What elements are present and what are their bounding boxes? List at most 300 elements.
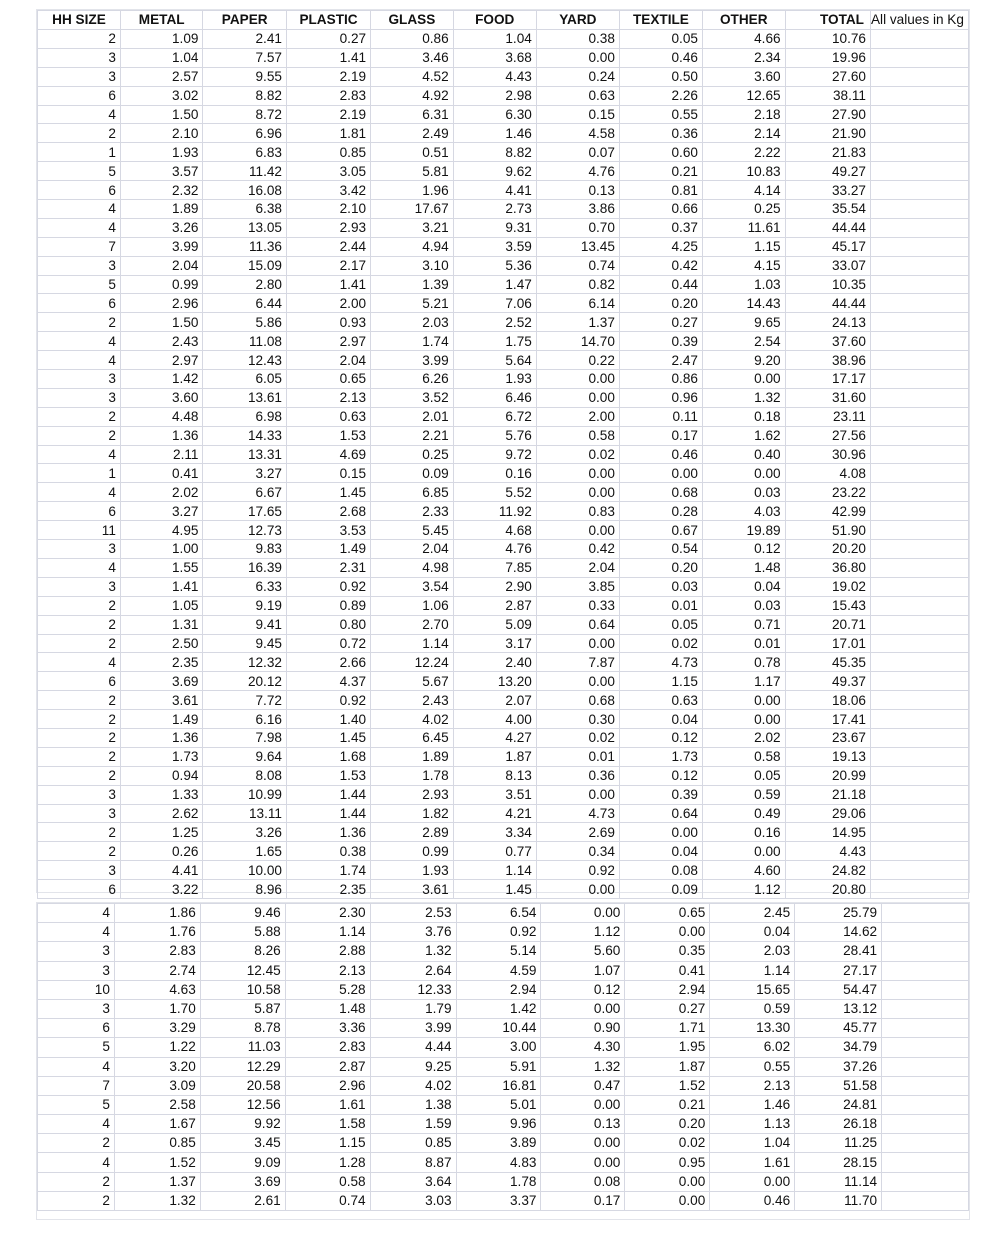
table-cell: 1.00	[120, 540, 203, 559]
table-cell: 0.78	[702, 653, 785, 672]
table-cell: 45.77	[795, 1019, 882, 1038]
table-row	[38, 162, 969, 181]
table-cell: 2.13	[710, 1076, 795, 1095]
table-cell: 0.08	[619, 861, 702, 880]
table-cell: 9.83	[203, 540, 287, 559]
empty-cell	[870, 275, 968, 294]
table-cell: 23.11	[785, 407, 870, 426]
table-cell: 27.17	[795, 961, 882, 980]
table-cell: 26.18	[795, 1115, 882, 1134]
table-cell: 2.19	[286, 67, 370, 86]
table-cell: 3	[38, 388, 121, 407]
empty-cell	[870, 445, 968, 464]
table-row	[38, 67, 969, 86]
table-cell: 1.14	[285, 923, 370, 942]
table-cell: 6.30	[453, 105, 536, 124]
table-cell: 9.31	[453, 218, 536, 237]
table-cell: 3.00	[456, 1038, 541, 1057]
table-cell: 0.92	[536, 861, 619, 880]
table-cell: 3.10	[371, 256, 454, 275]
table-row	[38, 332, 969, 351]
table-cell: 0.00	[541, 1134, 625, 1153]
table-cell: 1.93	[120, 143, 203, 162]
table-cell: 0.86	[371, 30, 454, 49]
table-cell: 13.31	[203, 445, 287, 464]
empty-cell	[870, 728, 968, 747]
table-cell: 5.60	[541, 942, 625, 961]
table-cell: 8.13	[453, 766, 536, 785]
table-cell: 3.46	[371, 48, 454, 67]
table-cell: 51.58	[795, 1076, 882, 1095]
table-cell: 0.05	[619, 30, 702, 49]
table-cell: 1.55	[120, 558, 203, 577]
table-cell: 6	[38, 880, 121, 899]
empty-cell	[870, 294, 968, 313]
table-cell: 2.19	[286, 105, 370, 124]
table-cell: 2.35	[286, 880, 370, 899]
table-cell: 0.03	[619, 577, 702, 596]
table-row	[38, 880, 969, 899]
empty-cell	[870, 143, 968, 162]
table-cell: 4.58	[536, 124, 619, 143]
table-cell: 0.40	[702, 445, 785, 464]
table-cell: 4.98	[371, 558, 454, 577]
table-cell: 6	[38, 502, 121, 521]
table-cell: 3.51	[453, 785, 536, 804]
table-cell: 1.13	[710, 1115, 795, 1134]
table-cell: 7.98	[203, 728, 287, 747]
table-row	[38, 842, 969, 861]
table-cell: 3.53	[286, 521, 370, 540]
table-cell: 0.54	[619, 540, 702, 559]
table-cell: 3.34	[453, 823, 536, 842]
table-cell: 1.15	[702, 237, 785, 256]
table-cell: 3.02	[120, 86, 203, 105]
table-cell: 24.82	[785, 861, 870, 880]
header-row	[38, 11, 969, 30]
table-cell: 2.11	[120, 445, 203, 464]
table-cell: 0.00	[536, 464, 619, 483]
table-cell: 4.14	[702, 181, 785, 200]
table-cell: 45.17	[785, 237, 870, 256]
table-cell: 2.52	[453, 313, 536, 332]
table-cell: 14.62	[795, 923, 882, 942]
table-cell: 11.36	[203, 237, 287, 256]
table-cell: 4	[38, 351, 121, 370]
table-cell: 4.66	[702, 30, 785, 49]
table-cell: 2	[38, 426, 121, 445]
table-cell: 2.69	[536, 823, 619, 842]
table-cell: 2.83	[285, 1038, 370, 1057]
table-cell: 1.68	[286, 747, 370, 766]
table-cell: 0.16	[702, 823, 785, 842]
table-cell: 1.81	[286, 124, 370, 143]
table-cell: 6.54	[456, 904, 541, 923]
table-cell: 28.15	[795, 1153, 882, 1172]
empty-cell	[870, 540, 968, 559]
table-cell: 0.00	[536, 521, 619, 540]
table-cell: 24.13	[785, 313, 870, 332]
table-cell: 7	[38, 237, 121, 256]
table-cell: 2	[38, 842, 121, 861]
table-cell: 12.73	[203, 521, 287, 540]
table-cell: 5.91	[456, 1057, 541, 1076]
table-cell: 1.31	[120, 615, 203, 634]
empty-cell	[870, 483, 968, 502]
table-cell: 0.00	[536, 388, 619, 407]
table-cell: 12.56	[200, 1095, 285, 1114]
table-cell: 44.44	[785, 294, 870, 313]
table-cell: 1.22	[114, 1038, 200, 1057]
table-cell: 13.20	[453, 672, 536, 691]
table-cell: 2.34	[702, 48, 785, 67]
table-cell: 1.95	[625, 1038, 710, 1057]
table-cell: 3.60	[120, 388, 203, 407]
table-cell: 2.07	[453, 691, 536, 710]
table-cell: 34.79	[795, 1038, 882, 1057]
table-cell: 1.25	[120, 823, 203, 842]
table-cell: 1.05	[120, 596, 203, 615]
table-row	[38, 86, 969, 105]
table-cell: 1.93	[453, 370, 536, 389]
empty-cell	[882, 1076, 969, 1095]
table-cell: 2.03	[371, 313, 454, 332]
table-cell: 2	[38, 747, 121, 766]
table-row	[38, 313, 969, 332]
table-cell: 4.83	[456, 1153, 541, 1172]
table-cell: 0.02	[536, 445, 619, 464]
table-cell: 0.41	[625, 961, 710, 980]
table-cell: 0.00	[625, 1191, 710, 1210]
table-cell: 16.81	[456, 1076, 541, 1095]
table-cell: 3.52	[371, 388, 454, 407]
table-cell: 0.27	[625, 999, 710, 1018]
table-cell: 3	[38, 256, 121, 275]
table-cell: 4.52	[371, 67, 454, 86]
table-cell: 1.45	[453, 880, 536, 899]
table-cell: 0.42	[536, 540, 619, 559]
table-cell: 3.54	[371, 577, 454, 596]
table-cell: 20.99	[785, 766, 870, 785]
table-cell: 1	[38, 464, 121, 483]
table-cell: 3.61	[371, 880, 454, 899]
empty-cell	[882, 1134, 969, 1153]
table-cell: 2.97	[120, 351, 203, 370]
table-cell: 0.63	[536, 86, 619, 105]
table-cell: 6.26	[371, 370, 454, 389]
table-cell: 0.58	[702, 747, 785, 766]
table-cell: 2.33	[371, 502, 454, 521]
table-cell: 1.59	[370, 1115, 456, 1134]
table-cell: 5.09	[453, 615, 536, 634]
table-cell: 2.02	[120, 483, 203, 502]
table-cell: 0.64	[619, 804, 702, 823]
table-cell: 5	[38, 1095, 115, 1114]
empty-cell	[870, 785, 968, 804]
empty-cell	[870, 653, 968, 672]
table-cell: 14.70	[536, 332, 619, 351]
table-cell: 14.43	[702, 294, 785, 313]
empty-cell	[870, 577, 968, 596]
table-row	[38, 596, 969, 615]
table-cell: 0.08	[541, 1172, 625, 1191]
table-row	[38, 823, 969, 842]
empty-cell	[882, 1095, 969, 1114]
table-cell: 0.00	[702, 370, 785, 389]
table-cell: 0.21	[625, 1095, 710, 1114]
table-cell: 19.02	[785, 577, 870, 596]
table-cell: 1.96	[371, 181, 454, 200]
table-cell: 0.00	[536, 785, 619, 804]
table-cell: 0.80	[286, 615, 370, 634]
table-cell: 3.59	[453, 237, 536, 256]
table-cell: 3	[38, 785, 121, 804]
table-row	[38, 275, 969, 294]
table-cell: 27.90	[785, 105, 870, 124]
table-cell: 5.81	[371, 162, 454, 181]
table-cell: 1.74	[371, 332, 454, 351]
table-cell: 17.01	[785, 634, 870, 653]
table-cell: 1.06	[371, 596, 454, 615]
table-cell: 0.05	[619, 615, 702, 634]
table-row	[38, 1191, 969, 1210]
table-row	[38, 691, 969, 710]
table-cell: 0.37	[619, 218, 702, 237]
table-cell: 21.83	[785, 143, 870, 162]
table-cell: 0.63	[619, 691, 702, 710]
table-cell: 1.40	[286, 710, 370, 729]
table-cell: 4	[38, 332, 121, 351]
table-cell: 2.83	[114, 942, 200, 961]
table-cell: 3.45	[200, 1134, 285, 1153]
table-cell: 2.73	[453, 200, 536, 219]
table-cell: 2.04	[536, 558, 619, 577]
table-cell: 8.26	[200, 942, 285, 961]
table-row	[38, 653, 969, 672]
table-cell: 4.95	[120, 521, 203, 540]
table-cell: 0.15	[286, 464, 370, 483]
table-cell: 16.39	[203, 558, 287, 577]
table-cell: 2.32	[120, 181, 203, 200]
table-cell: 2.43	[120, 332, 203, 351]
empty-cell	[870, 407, 968, 426]
header-total: TOTAL	[785, 11, 870, 30]
table-cell: 1.36	[120, 426, 203, 445]
table-cell: 5.87	[200, 999, 285, 1018]
table-cell: 51.90	[785, 521, 870, 540]
table-cell: 35.54	[785, 200, 870, 219]
table-cell: 0.36	[619, 124, 702, 143]
table-cell: 1.42	[456, 999, 541, 1018]
table-cell: 2	[38, 728, 121, 747]
table-cell: 2.62	[120, 804, 203, 823]
table-row	[38, 1076, 969, 1095]
empty-cell	[870, 464, 968, 483]
table-cell: 6.33	[203, 577, 287, 596]
table-cell: 4	[38, 445, 121, 464]
table-cell: 4.27	[453, 728, 536, 747]
table-cell: 4.68	[453, 521, 536, 540]
table-cell: 0.16	[453, 464, 536, 483]
table-cell: 4.76	[453, 540, 536, 559]
table-cell: 0.00	[541, 904, 625, 923]
table-cell: 2	[38, 30, 121, 49]
table-row	[38, 728, 969, 747]
table-cell: 0.34	[536, 842, 619, 861]
table-cell: 0.12	[619, 728, 702, 747]
table-cell: 6.38	[203, 200, 287, 219]
table-cell: 7.06	[453, 294, 536, 313]
table-cell: 3.89	[456, 1134, 541, 1153]
table-cell: 2.10	[120, 124, 203, 143]
table-cell: 4.43	[453, 67, 536, 86]
table-cell: 2.66	[286, 653, 370, 672]
table-cell: 4.59	[456, 961, 541, 980]
table-cell: 9.55	[203, 67, 287, 86]
empty-cell	[870, 747, 968, 766]
table-cell: 20.12	[203, 672, 287, 691]
empty-cell	[882, 1038, 969, 1057]
table-cell: 0.01	[619, 596, 702, 615]
table-cell: 20.80	[785, 880, 870, 899]
table-cell: 2.26	[619, 86, 702, 105]
table-cell: 0.74	[285, 1191, 370, 1210]
table-cell: 0.00	[702, 842, 785, 861]
table-row	[38, 558, 969, 577]
table-cell: 0.05	[702, 766, 785, 785]
table-cell: 4	[38, 653, 121, 672]
table-cell: 1.44	[286, 804, 370, 823]
table-cell: 0.11	[619, 407, 702, 426]
table-cell: 3.85	[536, 577, 619, 596]
table-cell: 21.90	[785, 124, 870, 143]
table-cell: 11.25	[795, 1134, 882, 1153]
table-row	[38, 861, 969, 880]
table-cell: 0.00	[536, 672, 619, 691]
table-cell: 0.68	[536, 691, 619, 710]
table-row	[38, 980, 969, 999]
table-row	[38, 999, 969, 1018]
empty-cell	[870, 67, 968, 86]
table-cell: 0.38	[286, 842, 370, 861]
table-cell: 3	[38, 961, 115, 980]
table-cell: 0.39	[619, 785, 702, 804]
table-cell: 5.88	[200, 923, 285, 942]
table-cell: 0.64	[536, 615, 619, 634]
table-row	[38, 904, 969, 923]
table-row	[38, 1134, 969, 1153]
table-cell: 4	[38, 105, 121, 124]
table-cell: 24.81	[795, 1095, 882, 1114]
table-cell: 4.41	[120, 861, 203, 880]
table-cell: 1.61	[285, 1095, 370, 1114]
table-cell: 0.04	[619, 710, 702, 729]
table-row	[38, 143, 969, 162]
table-cell: 2	[38, 313, 121, 332]
empty-cell	[870, 200, 968, 219]
empty-cell	[870, 162, 968, 181]
table-cell: 0.13	[541, 1115, 625, 1134]
table-cell: 2.21	[371, 426, 454, 445]
table-cell: 2.97	[286, 332, 370, 351]
table-cell: 23.22	[785, 483, 870, 502]
table-cell: 30.96	[785, 445, 870, 464]
table-cell: 7.57	[203, 48, 287, 67]
header-paper: PAPER	[203, 11, 287, 30]
empty-cell	[882, 923, 969, 942]
table-cell: 13.30	[710, 1019, 795, 1038]
table-cell: 1.15	[619, 672, 702, 691]
table-cell: 0.04	[619, 842, 702, 861]
table-cell: 3	[38, 804, 121, 823]
table-cell: 4	[38, 1115, 115, 1134]
table-cell: 2	[38, 1191, 115, 1210]
table-cell: 11.08	[203, 332, 287, 351]
table-cell: 8.78	[200, 1019, 285, 1038]
table-cell: 1.15	[285, 1134, 370, 1153]
table-cell: 1.74	[286, 861, 370, 880]
table-cell: 11.92	[453, 502, 536, 521]
table-cell: 0.00	[625, 923, 710, 942]
table-cell: 0.85	[286, 143, 370, 162]
header-hh-size: HH SIZE	[38, 11, 121, 30]
table-cell: 10	[38, 980, 115, 999]
header-other: OTHER	[702, 11, 785, 30]
table-cell: 0.77	[453, 842, 536, 861]
table-cell: 9.46	[200, 904, 285, 923]
table-cell: 12.65	[702, 86, 785, 105]
table-cell: 6.96	[203, 124, 287, 143]
table-row	[38, 105, 969, 124]
table-cell: 33.07	[785, 256, 870, 275]
table-row	[38, 294, 969, 313]
empty-cell	[870, 710, 968, 729]
table-cell: 9.62	[453, 162, 536, 181]
table-row	[38, 785, 969, 804]
table-cell: 0.60	[619, 143, 702, 162]
table-cell: 3.68	[453, 48, 536, 67]
empty-cell	[870, 691, 968, 710]
table-cell: 0.85	[114, 1134, 200, 1153]
table-cell: 3.05	[286, 162, 370, 181]
table-cell: 27.60	[785, 67, 870, 86]
table-cell: 0.35	[625, 942, 710, 961]
empty-cell	[870, 558, 968, 577]
table-cell: 4.73	[619, 653, 702, 672]
table-cell: 0.59	[702, 785, 785, 804]
table-cell: 7.72	[203, 691, 287, 710]
table-row	[38, 1019, 969, 1038]
table-cell: 5.67	[371, 672, 454, 691]
table-cell: 9.09	[200, 1153, 285, 1172]
table-cell: 1.45	[286, 483, 370, 502]
table-cell: 16.08	[203, 181, 287, 200]
table-cell: 4.92	[371, 86, 454, 105]
table-cell: 12.45	[200, 961, 285, 980]
table-cell: 14.33	[203, 426, 287, 445]
table-cell: 2.90	[453, 577, 536, 596]
table-cell: 2.87	[285, 1057, 370, 1076]
table-cell: 4.02	[370, 1076, 456, 1095]
table-cell: 3.27	[120, 502, 203, 521]
table-cell: 1.32	[541, 1057, 625, 1076]
table-cell: 2	[38, 691, 121, 710]
table-cell: 3.22	[120, 880, 203, 899]
table-cell: 12.33	[370, 980, 456, 999]
table-cell: 0.47	[541, 1076, 625, 1095]
table-cell: 13.12	[795, 999, 882, 1018]
table-cell: 0.99	[120, 275, 203, 294]
